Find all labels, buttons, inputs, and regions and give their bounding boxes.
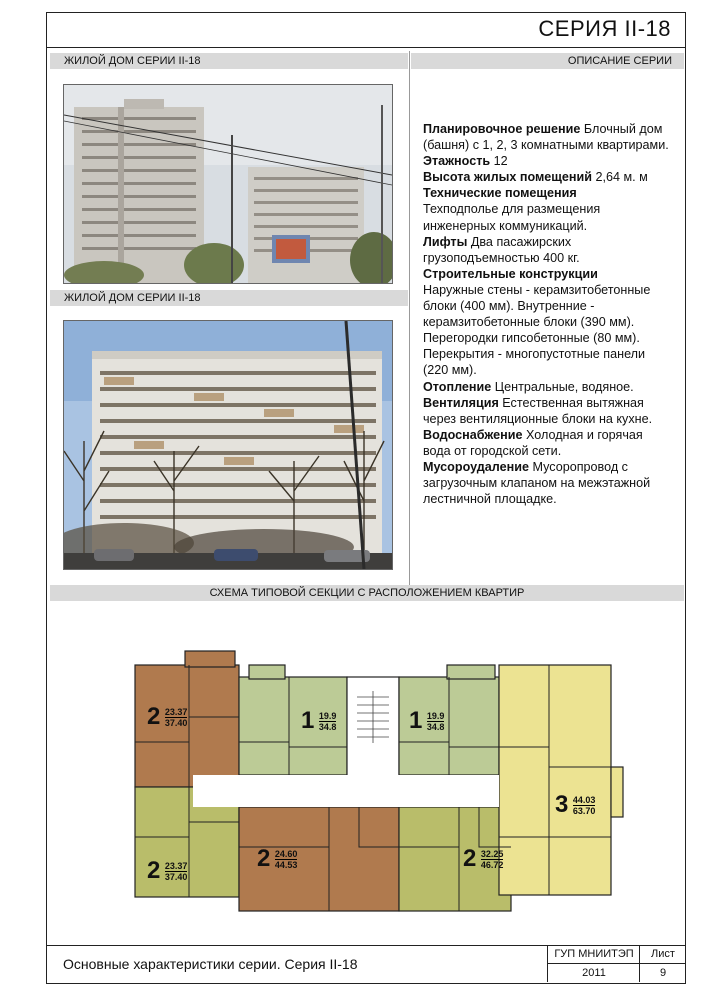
desc-label: Лифты xyxy=(423,234,468,249)
desc-label: Вентиляция xyxy=(423,395,499,410)
description-label xyxy=(411,53,684,69)
apt-total-area: 63.70 xyxy=(572,805,596,816)
photo-label-top xyxy=(50,53,408,69)
desc-label: Водоснабжение xyxy=(423,427,523,442)
apt-label xyxy=(555,791,595,819)
desc-label: Строительные конструкции xyxy=(423,266,598,281)
desc-floors xyxy=(423,153,673,169)
photo-label-top-text: ЖИЛОЙ ДОМ СЕРИИ II-18 xyxy=(64,55,201,67)
building-photo-2 xyxy=(63,320,393,570)
apt-total-area: 34.8 xyxy=(426,721,445,732)
vertical-divider xyxy=(409,51,410,591)
title-block xyxy=(47,945,685,983)
desc-height xyxy=(423,169,673,185)
desc-text: Техподполье для размещения инженерных коммуникаций. xyxy=(423,202,601,233)
desc-label: Планировочное решение xyxy=(423,122,581,136)
photo-label-mid-text: ЖИЛОЙ ДОМ СЕРИИ II-18 xyxy=(64,292,201,304)
desc-text: 2,64 м. м xyxy=(592,170,648,185)
apt-rooms: 2 xyxy=(257,845,271,872)
apt-living-area: 19.9 xyxy=(318,710,337,721)
desc-text: Мусоропровод с загрузочным клапаном на межэтажной лестничной площадке. xyxy=(423,459,651,507)
desc-text: Центральные, водяное. xyxy=(491,379,634,394)
apt-total-area: 34.8 xyxy=(318,721,337,732)
page-title: СЕРИЯ II-18 xyxy=(538,16,671,41)
sheet-number: 9 xyxy=(659,967,667,979)
apt-rooms: 2 xyxy=(147,857,161,884)
desc-text: 12 xyxy=(490,154,508,169)
desc-label: Отопление xyxy=(423,379,492,394)
apt-living-area: 44.03 xyxy=(572,794,596,805)
desc-text: Наружные стены - керамзитобетонные блоки (400 мм). Внутренние - керамзитобетонные блоки (390 мм). Перегородки гипсобетонные (80 мм). Перекрытия - многопустотные панели (220 мм). xyxy=(423,282,651,378)
apt-label xyxy=(147,703,187,731)
year: 2011 xyxy=(582,967,606,979)
desc-water xyxy=(423,427,673,459)
photo-label-mid xyxy=(50,290,408,306)
apt-living-area: 24.60 xyxy=(274,848,298,859)
apt-label xyxy=(409,707,444,735)
apt-rooms: 3 xyxy=(555,791,569,818)
desc-text: Естественная вытяжная через вентиляционные блоки на кухне. xyxy=(423,395,653,426)
org-block xyxy=(547,946,640,982)
apt-living-area: 23.37 xyxy=(164,706,188,717)
building-photo-1 xyxy=(63,84,393,284)
apt-total-area: 37.40 xyxy=(164,871,188,882)
plan-label-text: СХЕМА ТИПОВОЙ СЕКЦИИ С РАСПОЛОЖЕНИЕМ КВАРТИР xyxy=(209,587,525,599)
apt-total-area: 44.53 xyxy=(274,859,298,870)
desc-label: Технические помещения xyxy=(423,186,577,201)
apt-total-area: 37.40 xyxy=(164,717,188,728)
desc-construction xyxy=(423,266,673,379)
sheet-label: Лист xyxy=(640,946,686,964)
desc-text: Два пасажирских грузоподъемностью 400 кг. xyxy=(423,234,580,265)
apt-living-area: 19.9 xyxy=(426,710,445,721)
sheet-block xyxy=(639,946,686,982)
desc-label: Высота жилых помещений xyxy=(423,170,593,185)
apt-living-area: 32.25 xyxy=(480,848,504,859)
apt-rooms: 1 xyxy=(409,707,423,734)
desc-heating xyxy=(423,379,673,395)
desc-label: Этажность xyxy=(423,154,491,169)
apt-rooms: 2 xyxy=(463,845,477,872)
apt-label xyxy=(301,707,336,735)
desc-technical xyxy=(423,185,673,233)
description-label-text: ОПИСАНИЕ СЕРИИ xyxy=(567,55,672,67)
apt-rooms: 2 xyxy=(147,703,161,730)
floor-plan xyxy=(129,647,629,911)
apt-rooms: 1 xyxy=(301,707,315,734)
desc-waste xyxy=(423,459,673,507)
footer-caption: Основные характеристики серии. Серия II-18 xyxy=(63,956,358,972)
apt-total-area: 46.72 xyxy=(480,859,504,870)
apt-living-area: 23.37 xyxy=(164,860,188,871)
apt-label xyxy=(463,845,503,873)
desc-ventilation xyxy=(423,395,673,427)
apt-label xyxy=(257,845,297,873)
desc-text: Блочный дом (башня) с 1, 2, 3 комнатными квартирами. xyxy=(423,122,669,153)
series-description xyxy=(423,121,673,507)
desc-text: Холодная и горячая вода от городской сети. xyxy=(423,427,643,458)
desc-lifts xyxy=(423,234,673,266)
desc-label: Мусороудаление xyxy=(423,459,529,474)
document-sheet xyxy=(46,12,686,984)
plan-label xyxy=(50,585,684,601)
title-bar xyxy=(47,13,685,48)
apt-label xyxy=(147,857,187,885)
desc-layout xyxy=(423,121,673,153)
org-name: ГУП МНИИТЭП xyxy=(548,946,640,964)
